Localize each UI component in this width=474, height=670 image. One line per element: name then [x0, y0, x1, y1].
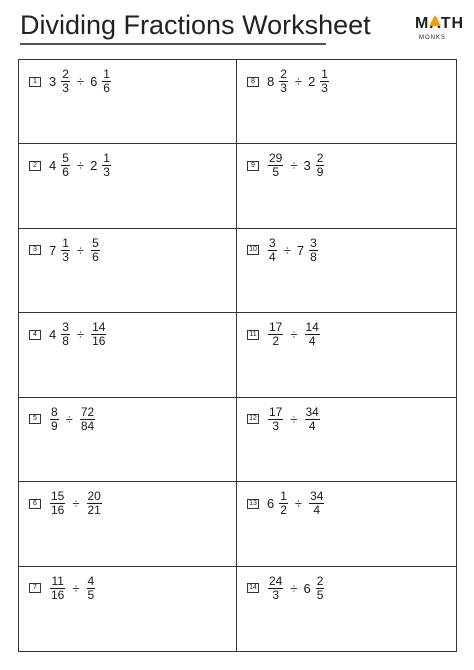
numerator: 20: [87, 489, 101, 504]
fraction: [61, 68, 70, 95]
whole-number: 8: [267, 74, 275, 89]
denominator: 2: [272, 334, 280, 349]
math-monks-logo: [407, 15, 463, 49]
answer-cell[interactable]: [237, 144, 456, 228]
numerator: 3: [310, 235, 317, 250]
division-problem: [29, 237, 101, 264]
division-problem: [247, 68, 330, 95]
answer-cell[interactable]: [237, 567, 456, 651]
answer-cell[interactable]: [237, 398, 456, 482]
fraction: [305, 406, 320, 433]
denominator: 8: [62, 334, 69, 349]
denominator: 21: [87, 503, 101, 518]
denominator: 8: [310, 249, 317, 264]
denominator: 16: [92, 334, 106, 349]
denominator: 4: [308, 418, 316, 433]
answer-cell[interactable]: [237, 313, 456, 397]
fraction: [268, 321, 283, 348]
problem-number: 7: [29, 583, 41, 593]
whole-number: 7: [49, 242, 57, 258]
numerator: 1: [321, 67, 328, 81]
fraction: [87, 490, 102, 517]
divide-sign: ÷: [290, 158, 298, 174]
whole-number: 4: [49, 327, 57, 343]
answer-cell[interactable]: [237, 482, 456, 566]
problem-number: 6: [29, 499, 41, 509]
numerator: 4: [87, 573, 95, 588]
denominator: 6: [103, 81, 110, 95]
divide-sign: ÷: [72, 496, 80, 512]
division-problem: [247, 575, 325, 602]
divide-sign: ÷: [65, 411, 73, 427]
problem-number: 2: [29, 161, 41, 171]
numerator: 1: [103, 151, 110, 166]
fraction: [316, 575, 325, 602]
divide-sign: ÷: [283, 242, 291, 258]
whole-number: 3: [49, 74, 57, 89]
problem-grid: [18, 59, 457, 652]
numerator: 8: [51, 404, 58, 419]
division-problem: [247, 152, 325, 179]
problem-number: 8: [247, 77, 259, 87]
whole-number: 6: [267, 496, 275, 512]
fraction: [320, 68, 329, 95]
problem-number: 13: [247, 499, 259, 509]
problem-number: 12: [247, 414, 259, 424]
denominator: 16: [51, 587, 65, 602]
divide-sign: ÷: [290, 327, 298, 343]
numerator: 17: [269, 320, 283, 335]
numerator: 3: [269, 235, 276, 250]
numerator: 29: [269, 151, 283, 166]
fraction: [316, 152, 325, 179]
divide-sign: ÷: [72, 580, 80, 596]
denominator: 9: [51, 418, 58, 433]
numerator: 34: [305, 404, 319, 419]
logo-triangle-icon: [429, 15, 441, 26]
fraction: [50, 490, 65, 517]
divide-sign: ÷: [76, 74, 85, 89]
fraction: [61, 237, 70, 264]
division-problem: [247, 490, 325, 517]
numerator: 34: [310, 489, 324, 504]
denominator: 3: [272, 418, 280, 433]
divide-sign: ÷: [294, 496, 303, 512]
problem-number: 3: [29, 245, 41, 255]
numerator: 3: [62, 320, 69, 335]
numerator: 2: [316, 573, 324, 588]
divide-sign: ÷: [76, 158, 85, 174]
denominator: 84: [80, 418, 95, 433]
denominator: 6: [92, 249, 99, 264]
problem-number: 14: [247, 583, 259, 593]
denominator: 6: [62, 165, 69, 180]
numerator: 5: [62, 151, 69, 166]
title-underline: [20, 43, 326, 45]
numerator: 5: [92, 235, 99, 250]
problem-number: 4: [29, 330, 41, 340]
divide-sign: ÷: [76, 327, 85, 343]
answer-cell[interactable]: [19, 144, 237, 228]
answer-cell[interactable]: [237, 60, 456, 144]
answer-cell[interactable]: [19, 229, 237, 313]
denominator: 3: [321, 81, 328, 95]
division-problem: [247, 237, 319, 264]
fraction: [305, 321, 320, 348]
fraction: [91, 237, 100, 264]
denominator: 5: [87, 587, 95, 602]
division-problem: [29, 490, 103, 517]
logo-subtitle: MONKS: [419, 35, 447, 41]
denominator: 16: [51, 503, 65, 518]
division-problem: [247, 406, 321, 433]
fraction: [268, 152, 283, 179]
numerator: 2: [62, 67, 69, 81]
fraction: [309, 490, 324, 517]
fraction: [268, 237, 277, 264]
fraction: [268, 406, 283, 433]
divide-sign: ÷: [290, 411, 298, 427]
problem-number: 11: [247, 330, 259, 340]
numerator: 1: [280, 489, 287, 504]
denominator: 3: [280, 81, 287, 95]
division-problem: [29, 152, 112, 179]
problem-number: 9: [247, 161, 259, 171]
numerator: 15: [51, 489, 65, 504]
division-problem: [29, 406, 96, 433]
whole-number: 4: [49, 158, 57, 174]
denominator: 9: [316, 165, 324, 180]
whole-number: 2: [90, 158, 98, 174]
denominator: 3: [272, 587, 280, 602]
divide-sign: ÷: [294, 74, 303, 89]
whole-number: 7: [296, 242, 305, 258]
numerator: 17: [269, 404, 283, 419]
numerator: 1: [103, 67, 110, 81]
answer-cell[interactable]: [19, 567, 237, 651]
answer-cell[interactable]: [237, 229, 456, 313]
numerator: 2: [316, 151, 324, 166]
denominator: 3: [103, 165, 110, 180]
numerator: 14: [92, 320, 106, 335]
fraction: [80, 406, 95, 433]
division-problem: [29, 575, 96, 602]
problem-number: 1: [29, 77, 41, 87]
numerator: 14: [305, 320, 319, 335]
whole-number: 6: [90, 74, 98, 89]
problem-number: 5: [29, 414, 41, 424]
denominator: 3: [62, 81, 69, 95]
denominator: 5: [316, 587, 324, 602]
denominator: 4: [313, 503, 321, 518]
fraction: [102, 152, 111, 179]
numerator: 24: [269, 573, 283, 588]
numerator: 11: [51, 573, 64, 588]
answer-cell[interactable]: [19, 482, 237, 566]
numerator: 72: [80, 404, 95, 419]
denominator: 2: [280, 503, 287, 518]
denominator: 4: [269, 249, 276, 264]
fraction: [50, 575, 65, 602]
fraction: [309, 237, 318, 264]
whole-number: 6: [303, 580, 311, 596]
fraction: [268, 575, 283, 602]
problem-number: 10: [247, 245, 259, 255]
whole-number: 2: [308, 74, 316, 89]
numerator: 2: [280, 67, 287, 81]
fraction: [91, 321, 106, 348]
fraction: [102, 68, 111, 95]
fraction: [279, 490, 288, 517]
logo-word: MATH: [415, 15, 465, 32]
page-title: Dividing Fractions Worksheet: [20, 10, 371, 40]
division-problem: [247, 321, 321, 348]
answer-cell[interactable]: [19, 60, 237, 144]
answer-cell[interactable]: [19, 398, 237, 482]
fraction: [61, 152, 70, 179]
numerator: 1: [62, 235, 69, 250]
divide-sign: ÷: [290, 580, 298, 596]
divide-sign: ÷: [76, 242, 85, 258]
fraction: [61, 321, 70, 348]
division-problem: [29, 321, 107, 348]
fraction: [279, 68, 288, 95]
denominator: 3: [62, 249, 69, 264]
answer-cell[interactable]: [19, 313, 237, 397]
fraction: [50, 406, 59, 433]
whole-number: 3: [303, 158, 311, 174]
fraction: [87, 575, 96, 602]
division-problem: [29, 68, 112, 95]
denominator: 5: [272, 165, 280, 180]
denominator: 4: [308, 334, 316, 349]
